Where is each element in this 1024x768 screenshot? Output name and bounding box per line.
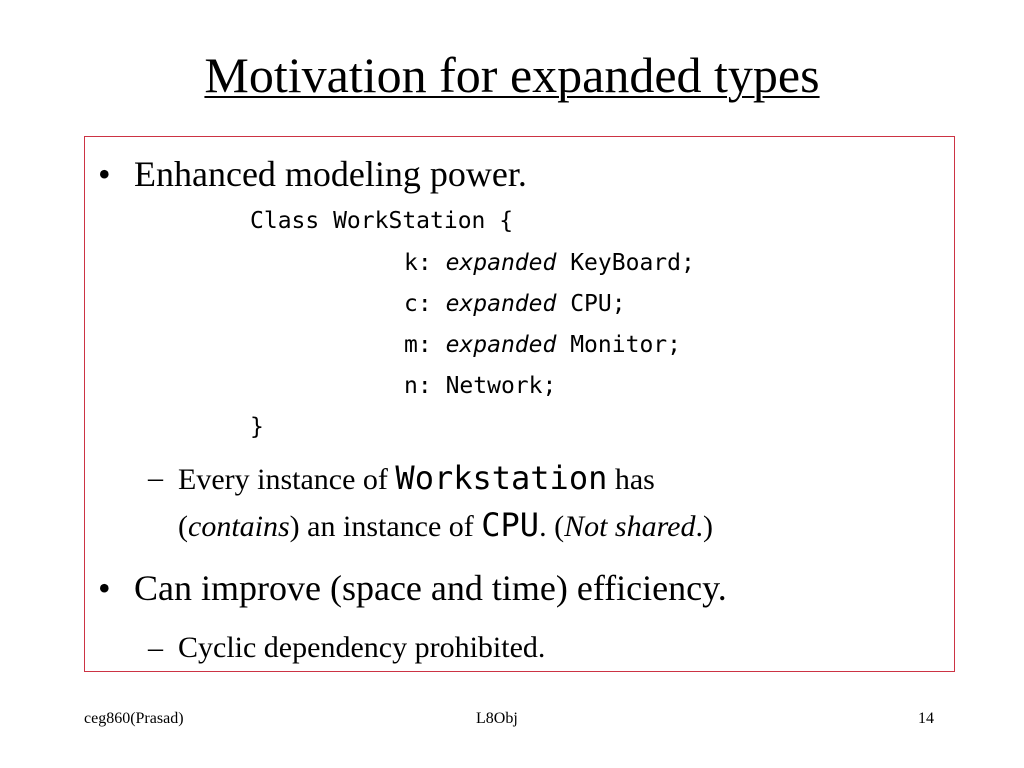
- code-field-type: Network;: [445, 373, 557, 399]
- sub-text: has: [614, 463, 655, 496]
- sub-text: . (: [539, 510, 565, 543]
- sub-bullet-cyclic: Cyclic dependency prohibited.: [178, 631, 546, 664]
- code-field-n: [404, 371, 556, 401]
- code-keyword-expanded: expanded: [445, 332, 557, 358]
- code-field-name: k:: [404, 250, 432, 276]
- code-field-name: c:: [404, 291, 432, 317]
- sub-text: .): [695, 510, 713, 543]
- sub-bullet-instance-line2: [178, 505, 713, 547]
- footer-page-number: 14: [918, 710, 934, 727]
- code-keyword-expanded: expanded: [445, 291, 557, 317]
- sub-text: Every instance of: [178, 463, 388, 496]
- code-cpu: CPU: [481, 506, 540, 544]
- code-field-m: [404, 330, 681, 360]
- code-field-name: m:: [404, 332, 432, 358]
- contains-emphasis: contains: [188, 510, 290, 543]
- sub-text: (: [178, 510, 188, 543]
- code-field-name: n:: [404, 373, 432, 399]
- sub-text: ) an instance of: [289, 510, 474, 543]
- slide-title: Motivation for expanded types: [204, 47, 820, 103]
- sub-bullet-dash: –: [148, 631, 163, 664]
- bullet-marker: •: [98, 568, 111, 608]
- code-field-type: Monitor;: [570, 332, 681, 358]
- code-class-line: Class WorkStation {: [250, 208, 514, 234]
- sub-bullet-instance-line1: [178, 458, 655, 500]
- sub-bullet-dash: –: [148, 461, 163, 494]
- code-field-c: [404, 289, 626, 319]
- code-workstation: Workstation: [395, 459, 608, 497]
- bullet-marker: •: [98, 154, 111, 194]
- code-keyword-expanded: expanded: [445, 250, 557, 276]
- not-shared-emphasis: Not shared: [564, 510, 696, 543]
- code-field-k: [404, 248, 695, 278]
- code-field-type: KeyBoard;: [570, 250, 695, 276]
- code-close-brace: }: [250, 414, 264, 440]
- code-field-type: CPU;: [570, 291, 626, 317]
- bullet-efficiency: Can improve (space and time) efficiency.: [134, 568, 727, 608]
- footer-center: L8Obj: [476, 710, 518, 727]
- bullet-enhanced-modeling: Enhanced modeling power.: [134, 154, 527, 194]
- footer-left: ceg860(Prasad): [84, 710, 184, 727]
